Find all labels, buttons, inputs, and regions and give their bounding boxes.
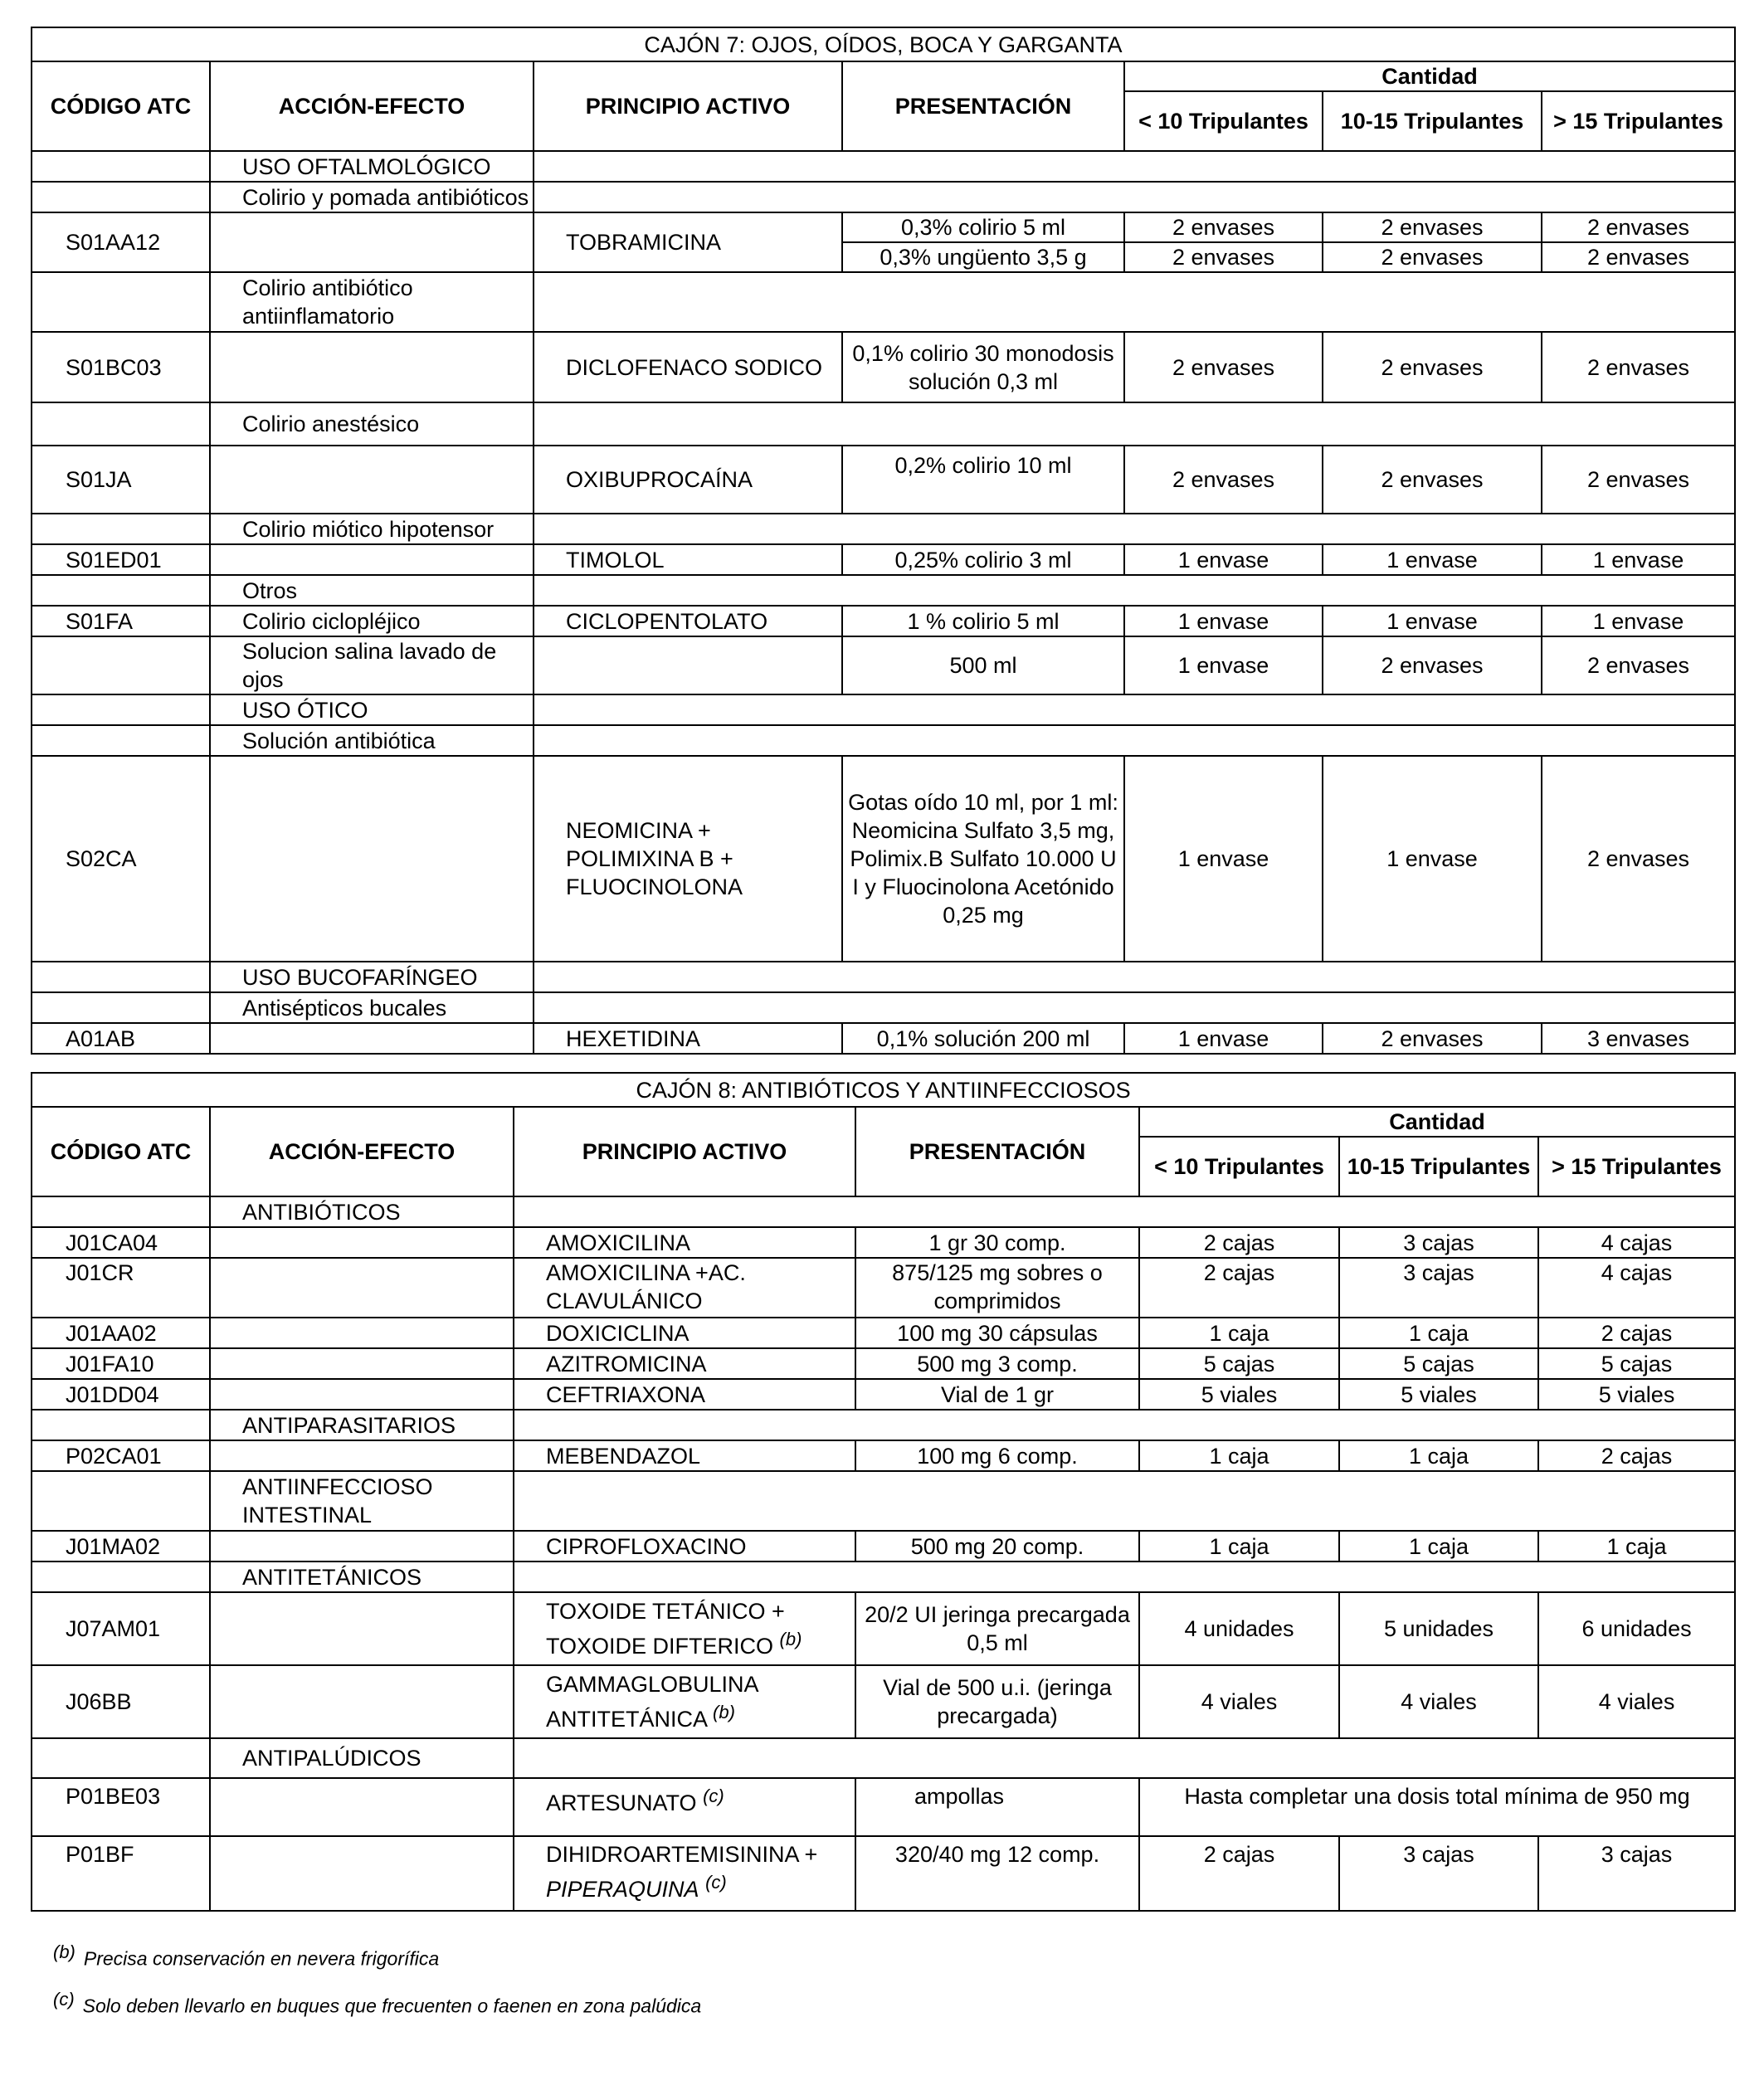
name-timolol: TIMOLOL [534, 544, 842, 575]
table-row [32, 1318, 1735, 1348]
name-hexetidina: HEXETIDINA [534, 1023, 842, 1054]
group-solucion-antibiotica: Solución antibiótica [210, 725, 534, 756]
accion-cell [210, 1258, 514, 1318]
name-toxoide: TOXOIDE TETÁNICO + TOXOIDE DIFTERICO [546, 1599, 785, 1659]
principio-cell: AZITROMICINA [514, 1348, 855, 1379]
qty-cell: 1 envase [1124, 1023, 1323, 1054]
pres-ciprofloxacino: 500 mg 20 comp. [855, 1531, 1139, 1562]
qty-cell: 4 viales [1339, 1665, 1538, 1738]
group-antisepticos: Antisépticos bucales [210, 992, 534, 1023]
qty-cell: 4 cajas [1538, 1258, 1735, 1318]
header-cantidad: Cantidad [1139, 1107, 1735, 1137]
group-colirio-pomada: Colirio y pomada antibióticos [210, 182, 534, 212]
code-timolol: S01ED01 [32, 544, 210, 575]
footnote-c [53, 1989, 701, 2018]
accion-ciclopentolato: Colirio ciclopléjico [210, 606, 534, 636]
code-cell: J01DD04 [32, 1379, 210, 1410]
principio-cell: DOXICICLINA [514, 1318, 855, 1348]
qty-artesunato: Hasta completar una dosis total mínima de 950 mg [1139, 1778, 1735, 1836]
footnotes [53, 1942, 701, 2035]
qty-cell: 2 cajas [1139, 1836, 1339, 1911]
code-tobramicina: S01AA12 [32, 212, 210, 272]
note-b: (b) [779, 1629, 802, 1649]
pres-toxoide: 20/2 UI jeringa precargada 0,5 ml [855, 1592, 1139, 1665]
presentacion-cell: Vial de 1 gr [855, 1379, 1139, 1410]
qty-cell: 3 cajas [1339, 1227, 1538, 1258]
qty-cell: 3 cajas [1339, 1836, 1538, 1911]
table-row [32, 1379, 1735, 1410]
header-presentacion: PRESENTACIÓN [842, 61, 1124, 151]
group-antiparasitarios: ANTIPARASITARIOS [210, 1410, 514, 1440]
presentacion-cell: 875/125 mg sobres o comprimidos [855, 1258, 1139, 1318]
name-ciclopentolato: CICLOPENTOLATO [534, 606, 842, 636]
section-oftalmologico: USO OFTALMOLÓGICO [210, 151, 534, 182]
pres-dihidroartemisinina: 320/40 mg 12 comp. [855, 1836, 1139, 1911]
header-cantidad: Cantidad [1124, 61, 1735, 91]
name-artesunato: ARTESUNATO [546, 1790, 697, 1815]
section-otico: USO ÓTICO [210, 694, 534, 725]
qty-cell: 5 viales [1538, 1379, 1735, 1410]
qty-cell: 2 envases [1323, 1023, 1542, 1054]
code-gammaglobulina: J06BB [32, 1665, 210, 1738]
qty-cell: 2 envases [1124, 212, 1323, 242]
name-dihidroartemisinina: DIHIDROARTEMISININA + [546, 1842, 818, 1867]
pres-timolol: 0,25% colirio 3 ml [842, 544, 1124, 575]
pres-hexetidina: 0,1% solución 200 ml [842, 1023, 1124, 1054]
pres-salina: 500 ml [842, 636, 1124, 694]
qty-cell: 3 cajas [1538, 1836, 1735, 1911]
qty-cell: 5 unidades [1339, 1592, 1538, 1665]
code-cell: J01CA04 [32, 1227, 210, 1258]
qty-cell: 1 caja [1538, 1531, 1735, 1562]
code-artesunato: P01BE03 [32, 1778, 210, 1836]
name-piperaquina: PIPERAQUINA [546, 1877, 699, 1902]
code-cell: J01CR [32, 1258, 210, 1318]
qty-cell: 2 envases [1124, 446, 1323, 514]
pres-mebendazol: 100 mg 6 comp. [855, 1440, 1139, 1471]
qty-cell: 1 caja [1339, 1318, 1538, 1348]
note-c: (c) [705, 1872, 727, 1893]
footnote-c-text: Solo deben llevarlo en buques que frecuenten o faenen en zona palúdica [82, 1995, 702, 2017]
presentacion-cell: 1 gr 30 comp. [855, 1227, 1139, 1258]
name-diclofenaco: DICLOFENACO SODICO [534, 332, 842, 402]
qty-cell: 4 unidades [1139, 1592, 1339, 1665]
qty-cell: 2 envases [1124, 242, 1323, 272]
header-codigo: CÓDIGO ATC [32, 1107, 210, 1196]
qty-cell: 2 envases [1323, 242, 1542, 272]
name-neomicina: NEOMICINA + POLIMIXINA B + FLUOCINOLONA [534, 756, 842, 962]
qty-cell: 2 envases [1542, 756, 1735, 962]
pres-tobramicina-unguento: 0,3% ungüento 3,5 g [842, 242, 1124, 272]
header-gt15: > 15 Tripulantes [1538, 1137, 1735, 1196]
name-oxibuprocaina: OXIBUPROCAÍNA [534, 446, 842, 514]
pres-ciclopentolato: 1 % colirio 5 ml [842, 606, 1124, 636]
qty-cell: 2 envases [1542, 212, 1735, 242]
qty-cell: 3 cajas [1339, 1258, 1538, 1318]
table-row [32, 1348, 1735, 1379]
qty-cell: 1 envase [1124, 606, 1323, 636]
qty-cell: 4 viales [1538, 1665, 1735, 1738]
group-anestesico: Colirio anestésico [210, 402, 534, 446]
pres-diclofenaco: 0,1% colirio 30 monodosis solución 0,3 ml [852, 340, 1114, 394]
qty-cell: 1 caja [1139, 1531, 1339, 1562]
qty-cell: 2 envases [1323, 636, 1542, 694]
header-lt10: < 10 Tripulantes [1124, 91, 1323, 151]
group-miotico: Colirio miótico hipotensor [210, 514, 534, 544]
group-antibioticos: ANTIBIÓTICOS [210, 1196, 514, 1227]
qty-cell: 5 cajas [1339, 1348, 1538, 1379]
qty-cell: 2 envases [1542, 332, 1735, 402]
table-row [32, 1227, 1735, 1258]
qty-cell: 1 envase [1323, 606, 1542, 636]
drawer7-table [31, 27, 1736, 1055]
accion-cell [210, 1379, 514, 1410]
drawer8-table [31, 1072, 1736, 1912]
pres-gammaglobulina: Vial de 500 u.i. (jeringa precargada) [855, 1665, 1139, 1738]
pres-oxibuprocaina: 0,2% colirio 10 ml [842, 446, 1124, 514]
qty-cell: 1 caja [1139, 1440, 1339, 1471]
qty-cell: 1 envase [1323, 544, 1542, 575]
header-principio: PRINCIPIO ACTIVO [534, 61, 842, 151]
group-antiinfeccioso: ANTIINFECCIOSO INTESTINAL [210, 1471, 514, 1531]
qty-cell: 2 envases [1323, 212, 1542, 242]
qty-cell: 2 envases [1124, 332, 1323, 402]
qty-cell: 1 envase [1323, 756, 1542, 962]
qty-cell: 1 envase [1542, 544, 1735, 575]
header-accion: ACCIÓN-EFECTO [210, 61, 534, 151]
footnote-b [53, 1942, 701, 1971]
code-mebendazol: P02CA01 [32, 1440, 210, 1471]
qty-cell: 1 envase [1124, 756, 1323, 962]
principio-cell: CEFTRIAXONA [514, 1379, 855, 1410]
code-neomicina: S02CA [32, 756, 210, 962]
qty-cell: 1 caja [1339, 1531, 1538, 1562]
qty-cell: 2 cajas [1538, 1318, 1735, 1348]
qty-cell: 2 cajas [1139, 1227, 1339, 1258]
qty-cell: 1 envase [1124, 636, 1323, 694]
group-antitetanicos: ANTITETÁNICOS [210, 1562, 514, 1592]
header-accion: ACCIÓN-EFECTO [210, 1107, 514, 1196]
accion-cell [210, 1227, 514, 1258]
qty-cell: 1 envase [1124, 544, 1323, 575]
qty-cell: 5 cajas [1538, 1348, 1735, 1379]
code-diclofenaco: S01BC03 [32, 332, 210, 402]
table-row [32, 1258, 1735, 1318]
footnote-c-mark: (c) [53, 1988, 75, 2010]
qty-cell: 2 envases [1323, 446, 1542, 514]
pres-tobramicina-colirio: 0,3% colirio 5 ml [842, 212, 1124, 242]
code-toxoide: J07AM01 [32, 1592, 210, 1665]
section-bucofaringeo: USO BUCOFARÍNGEO [210, 962, 534, 992]
group-antipaludicos: ANTIPALÚDICOS [210, 1738, 514, 1778]
name-tobramicina: TOBRAMICINA [534, 212, 842, 272]
code-ciprofloxacino: J01MA02 [32, 1531, 210, 1562]
principio-cell: AMOXICILINA [514, 1227, 855, 1258]
footnote-b-text: Precisa conservación en nevera frigorífica [83, 1947, 440, 1970]
drawer7-title: CAJÓN 7: OJOS, OÍDOS, BOCA Y GARGANTA [32, 27, 1735, 61]
group-antiinflamatorio: Colirio antibiótico antiinflamatorio [210, 272, 534, 332]
group-otros: Otros [210, 575, 534, 606]
accion-cell [210, 1318, 514, 1348]
code-cell: J01AA02 [32, 1318, 210, 1348]
qty-cell: 5 viales [1339, 1379, 1538, 1410]
header-gt15: > 15 Tripulantes [1542, 91, 1735, 151]
pres-artesunato: ampollas [855, 1778, 1139, 1836]
qty-cell: 4 viales [1139, 1665, 1339, 1738]
accion-salina: Solucion salina lavado de ojos [210, 636, 534, 694]
qty-cell: 1 envase [1542, 606, 1735, 636]
footnote-b-mark: (b) [53, 1942, 76, 1962]
qty-cell: 2 cajas [1538, 1440, 1735, 1471]
qty-cell: 1 caja [1139, 1318, 1339, 1348]
header-mid: 10-15 Tripulantes [1323, 91, 1542, 151]
code-oxibuprocaina: S01JA [32, 446, 210, 514]
qty-cell: 6 unidades [1538, 1592, 1735, 1665]
name-ciprofloxacino: CIPROFLOXACINO [514, 1531, 855, 1562]
principio-cell: AMOXICILINA +AC. CLAVULÁNICO [514, 1258, 855, 1318]
code-cell: J01FA10 [32, 1348, 210, 1379]
header-codigo: CÓDIGO ATC [32, 61, 210, 151]
code-ciclopentolato: S01FA [32, 606, 210, 636]
header-mid: 10-15 Tripulantes [1339, 1137, 1538, 1196]
name-mebendazol: MEBENDAZOL [514, 1440, 855, 1471]
qty-cell: 4 cajas [1538, 1227, 1735, 1258]
qty-cell: 2 envases [1323, 332, 1542, 402]
note-c: (c) [703, 1786, 724, 1806]
header-lt10: < 10 Tripulantes [1139, 1137, 1339, 1196]
code-hexetidina: A01AB [32, 1023, 210, 1054]
name-gammaglobulina: GAMMAGLOBULINA ANTITETÁNICA [546, 1672, 758, 1732]
code-dihidroartemisinina: P01BF [32, 1836, 210, 1911]
header-presentacion: PRESENTACIÓN [855, 1107, 1139, 1196]
header-principio: PRINCIPIO ACTIVO [514, 1107, 855, 1196]
pres-neomicina: Gotas oído 10 ml, por 1 ml: Neomicina Sulfato 3,5 mg, Polimix.B Sulfato 10.000 U I y Fluocinolona Acetónido 0,25 mg [842, 756, 1124, 962]
note-b: (b) [713, 1702, 735, 1722]
qty-cell: 3 envases [1542, 1023, 1735, 1054]
presentacion-cell: 500 mg 3 comp. [855, 1348, 1139, 1379]
accion-cell [210, 1348, 514, 1379]
drawer8-title: CAJÓN 8: ANTIBIÓTICOS Y ANTIINFECCIOSOS [32, 1073, 1735, 1107]
qty-cell: 2 envases [1542, 242, 1735, 272]
presentacion-cell: 100 mg 30 cápsulas [855, 1318, 1139, 1348]
qty-cell: 2 envases [1542, 446, 1735, 514]
qty-cell: 2 cajas [1139, 1258, 1339, 1318]
qty-cell: 5 viales [1139, 1379, 1339, 1410]
qty-cell: 1 caja [1339, 1440, 1538, 1471]
qty-cell: 5 cajas [1139, 1348, 1339, 1379]
qty-cell: 2 envases [1542, 636, 1735, 694]
